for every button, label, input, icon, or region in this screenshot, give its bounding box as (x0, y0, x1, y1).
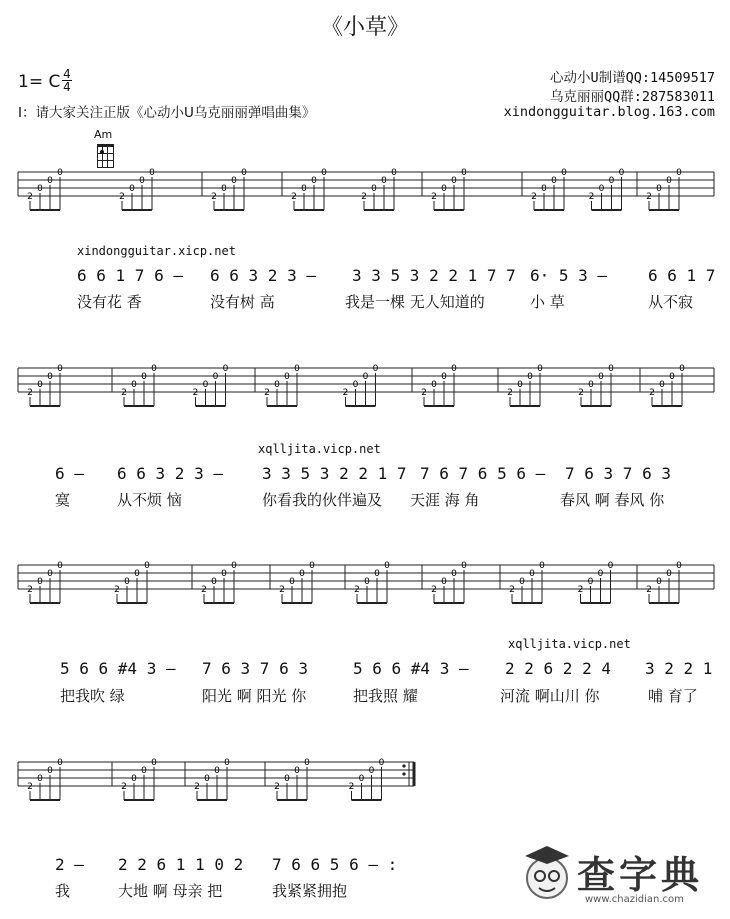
tab-fret-number: 0 (537, 364, 543, 374)
logo-url: www.chazidian.com (585, 894, 684, 905)
tab-fret-number: 0 (391, 168, 397, 178)
site-logo (515, 838, 715, 913)
tab-fret-number: 0 (666, 176, 672, 186)
tab-fret-number: 0 (37, 184, 43, 194)
lyrics-row1-m2: 没有树 高 (210, 293, 275, 311)
tab-fret-number: 0 (241, 168, 247, 178)
tab-fret-number: 0 (47, 766, 53, 776)
tab-fret-number: 2 (119, 192, 125, 202)
jianpu-row2-m3: 3 3 5 3 2 2 1 7 (262, 464, 407, 483)
jianpu-row1-m1: 6 6 1 7 6 – (77, 266, 183, 285)
jianpu-row3-m2: 7 6 3 7 6 3 (202, 659, 308, 678)
tab-fret-number: 0 (149, 168, 155, 178)
tab-fret-number: 2 (114, 585, 120, 595)
jianpu-row1-m5: 6 6 1 7 (648, 266, 716, 285)
credit-line-1: 心动小U制谱QQ:14509517 (549, 70, 715, 86)
tab-fret-number: 0 (57, 758, 63, 768)
lyrics-row4-m2: 大地 啊 母亲 把 (118, 882, 223, 900)
jianpu-row2-m2: 6 6 3 2 3 – (117, 464, 223, 483)
tab-fret-number: 0 (222, 364, 229, 374)
tab-fret-number: 0 (561, 168, 567, 178)
tab-fret-number: 2 (577, 585, 584, 595)
tab-fret-number: 0 (461, 168, 467, 178)
tab-fret-number: 0 (57, 168, 63, 178)
chord-name: Am (94, 128, 113, 141)
tab-fret-number: 2 (531, 192, 537, 202)
watermark-1: xindongguitar.xicp.net (77, 244, 236, 258)
tab-fret-number: 0 (461, 561, 467, 571)
intro-note: I：请大家关注正版《心动小U乌克丽丽弹唱曲集》 (18, 105, 316, 121)
jianpu-row3-m4: 2 2 6 2 2 4 (505, 659, 611, 678)
tab-fret-number: 0 (372, 364, 379, 374)
tab-fret-number: 0 (47, 569, 53, 579)
tab-fret-number: 0 (368, 766, 375, 776)
jianpu-row1-m4: 6· 5 3 – (530, 266, 608, 285)
tab-fret-number: 0 (656, 184, 662, 194)
tab-fret-number: 0 (129, 184, 135, 194)
tab-fret-number: 2 (509, 585, 515, 595)
lyrics-row1-m5: 从不寂 (648, 293, 694, 311)
tab-repeat-dot (402, 764, 405, 767)
tab-fret-number: 2 (201, 585, 207, 595)
tab-fret-number: 0 (151, 758, 157, 768)
jianpu-row4-m2: 2 2 6 1 1 0 2 (118, 855, 244, 874)
tab-fret-number: 0 (358, 774, 365, 784)
lyrics-row2-m4: 天涯 海 角 (410, 491, 480, 509)
lyrics-row3-m1: 把我吹 绿 (60, 687, 125, 705)
tab-fret-number: 0 (517, 380, 523, 390)
lyrics-row4-m1: 我 (55, 882, 71, 900)
tab-fret-number: 0 (441, 577, 447, 587)
tab-fret-number: 0 (527, 372, 533, 382)
tab-fret-number: 0 (57, 561, 63, 571)
tab-fret-number: 0 (587, 577, 594, 587)
tab-fret-number: 2 (431, 585, 437, 595)
tab-fret-number: 0 (47, 176, 53, 186)
tab-fret-number: 0 (224, 758, 230, 768)
tab-fret-number: 2 (121, 782, 127, 792)
jianpu-row2-m1: 6 – (55, 464, 84, 483)
tab-fret-number: 0 (294, 364, 300, 374)
tab-fret-number: 0 (441, 184, 447, 194)
tab-fret-number: 0 (131, 380, 137, 390)
tab-fret-number: 0 (151, 364, 157, 374)
tab-fret-number: 0 (362, 372, 369, 382)
page-title: 《小草》 (320, 15, 409, 40)
tab-fret-number: 2 (211, 192, 217, 202)
tab-fret-number: 0 (141, 372, 147, 382)
tab-fret-number: 0 (231, 561, 237, 571)
tab-fret-number: 0 (676, 168, 682, 178)
tab-fret-number: 0 (221, 184, 227, 194)
tab-fret-number: 0 (541, 184, 547, 194)
tab-fret-number: 0 (656, 577, 662, 587)
tab-fret-number: 0 (47, 372, 53, 382)
credit-line-2: 乌克丽丽QQ群:287583011 (549, 89, 715, 105)
jianpu-row1-m3: 3 3 5 3 2 2 1 7 7 (352, 266, 516, 285)
lyrics-row2-m5: 春风 啊 春风 你 (560, 491, 665, 509)
lyrics-row2-m1: 寞 (55, 491, 71, 509)
tab-fret-number: 2 (354, 585, 360, 595)
tab-fret-number: 2 (192, 388, 199, 398)
tab-fret-number: 0 (284, 372, 290, 382)
tab-fret-number: 2 (27, 585, 33, 595)
tab-fret-number: 2 (279, 585, 285, 595)
tab-fret-number: 0 (134, 569, 140, 579)
jianpu-row4-m1: 2 – (55, 855, 84, 874)
tab-fret-number: 0 (231, 176, 237, 186)
tab-fret-number: 2 (274, 782, 280, 792)
tab-fret-number: 0 (666, 569, 672, 579)
tab-fret-number: 0 (274, 380, 280, 390)
tab-fret-number: 2 (291, 192, 297, 202)
tab-fret-number: 0 (451, 176, 457, 186)
tab-fret-number: 0 (144, 561, 150, 571)
tab-fret-number: 0 (204, 774, 210, 784)
tab-fret-number: 2 (421, 388, 427, 398)
time-signature-bottom: 4 (63, 80, 71, 94)
logo-text: 查字典 (577, 853, 704, 897)
key-signature: 1= C (18, 72, 61, 92)
tab-fret-number: 2 (121, 388, 127, 398)
tab-fret-number: 0 (608, 176, 615, 186)
tab-fret-number: 0 (57, 364, 63, 374)
jianpu-row4-m3: 7 6 6 5 6 – : (272, 855, 398, 874)
tab-fret-number: 2 (578, 388, 584, 398)
credit-line-3: xindongguitar.blog.163.com (503, 104, 715, 120)
tab-fret-number: 0 (202, 380, 209, 390)
tab-fret-number: 0 (679, 364, 685, 374)
tab-fret-number: 0 (289, 577, 295, 587)
lyrics-row2-m2: 从不烦 恼 (117, 491, 182, 509)
tab-fret-number: 0 (304, 758, 310, 768)
tab-fret-number: 0 (451, 569, 457, 579)
tab-repeat-dot (402, 772, 405, 775)
tab-fret-number: 0 (301, 184, 307, 194)
tab-fret-number: 0 (284, 774, 290, 784)
tab-fret-number: 0 (618, 168, 625, 178)
lyrics-row3-m2: 阳光 啊 阳光 你 (202, 687, 307, 705)
tab-fret-number: 0 (309, 561, 315, 571)
tab-fret-number: 0 (294, 766, 300, 776)
tab-fret-number: 0 (598, 184, 605, 194)
time-signature-top: 4 (63, 67, 71, 81)
tab-fret-number: 0 (598, 372, 604, 382)
tab-fret-number: 0 (539, 561, 545, 571)
tab-fret-number: 0 (381, 176, 387, 186)
tab-fret-number: 0 (607, 561, 614, 571)
tab-fret-number: 0 (131, 774, 137, 784)
tab-fret-number: 0 (37, 774, 43, 784)
tab-fret-number: 0 (141, 766, 147, 776)
tab-fret-number: 0 (352, 380, 359, 390)
tab-fret-number: 2 (646, 192, 652, 202)
jianpu-row3-m5: 3 2 2 1 (645, 659, 713, 678)
tab-fret-number: 2 (348, 782, 355, 792)
tab-fret-number: 0 (371, 184, 377, 194)
tab-fret-number: 2 (507, 388, 513, 398)
lyrics-row1-m3: 我是一棵 无人知道的 (345, 293, 485, 311)
jianpu-row2-m5: 7 6 3 7 6 3 (565, 464, 671, 483)
tab-fret-number: 0 (211, 577, 217, 587)
lyrics-row3-m3: 把我照 耀 (353, 687, 418, 705)
tab-fret-number: 0 (139, 176, 145, 186)
tab-fret-number: 0 (608, 364, 614, 374)
tab-fret-number: 0 (214, 766, 220, 776)
lyrics-row1-m4: 小 草 (530, 293, 565, 311)
tab-fret-number: 0 (221, 569, 227, 579)
tab-fret-number: 0 (597, 569, 604, 579)
tab-fret-number: 2 (588, 192, 595, 202)
tab-fret-number: 0 (212, 372, 219, 382)
tab-fret-number: 2 (264, 388, 270, 398)
watermark-2: xqlljita.vicp.net (258, 442, 381, 456)
tab-fret-number: 0 (321, 168, 327, 178)
watermark-3: xqlljita.vicp.net (508, 637, 631, 651)
tab-fret-number: 2 (27, 388, 33, 398)
tab-fret-number: 0 (378, 758, 385, 768)
tab-fret-number: 0 (451, 364, 457, 374)
tab-fret-number: 0 (669, 372, 675, 382)
tab-fret-number: 0 (519, 577, 525, 587)
lyrics-row3-m5: 哺 育了 (648, 687, 698, 705)
tab-fret-number: 0 (431, 380, 437, 390)
tab-fret-number: 2 (342, 388, 349, 398)
tab-fret-number: 2 (646, 585, 652, 595)
mascot-icon (515, 838, 575, 908)
tab-fret-number: 2 (27, 192, 33, 202)
tab-fret-number: 2 (649, 388, 655, 398)
jianpu-row2-m4: 7 6 7 6 5 6 – (420, 464, 546, 483)
lyrics-row2-m3: 你看我的伙伴遍及 (262, 491, 383, 509)
tab-fret-number: 2 (361, 192, 367, 202)
tab-fret-number: 0 (384, 561, 390, 571)
lyrics-row1-m1: 没有花 香 (77, 293, 142, 311)
tab-fret-number: 2 (431, 192, 437, 202)
tab-fret-number: 0 (588, 380, 594, 390)
jianpu-row1-m2: 6 6 3 2 3 – (210, 266, 316, 285)
jianpu-row3-m1: 5 6 6 #4 3 – (60, 659, 176, 678)
tab-fret-number: 0 (676, 561, 682, 571)
tab-fret-number: 0 (374, 569, 380, 579)
tab-fret-number: 0 (364, 577, 370, 587)
lyrics-row4-m3: 我紧紧拥抱 (272, 882, 348, 900)
tab-fret-number: 0 (124, 577, 130, 587)
tab-fret-number: 0 (659, 380, 665, 390)
lyrics-row3-m4: 河流 啊山川 你 (500, 687, 600, 705)
tab-fret-number: 0 (37, 380, 43, 390)
tab-fret-number: 0 (299, 569, 305, 579)
tab-fret-number: 0 (551, 176, 557, 186)
tab-fret-number: 2 (194, 782, 200, 792)
tab-fret-number: 2 (27, 782, 33, 792)
tab-fret-number: 0 (441, 372, 447, 382)
jianpu-row3-m3: 5 6 6 #4 3 – (353, 659, 469, 678)
tab-fret-number: 0 (311, 176, 317, 186)
tab-fret-number: 0 (529, 569, 535, 579)
tab-fret-number: 0 (37, 577, 43, 587)
